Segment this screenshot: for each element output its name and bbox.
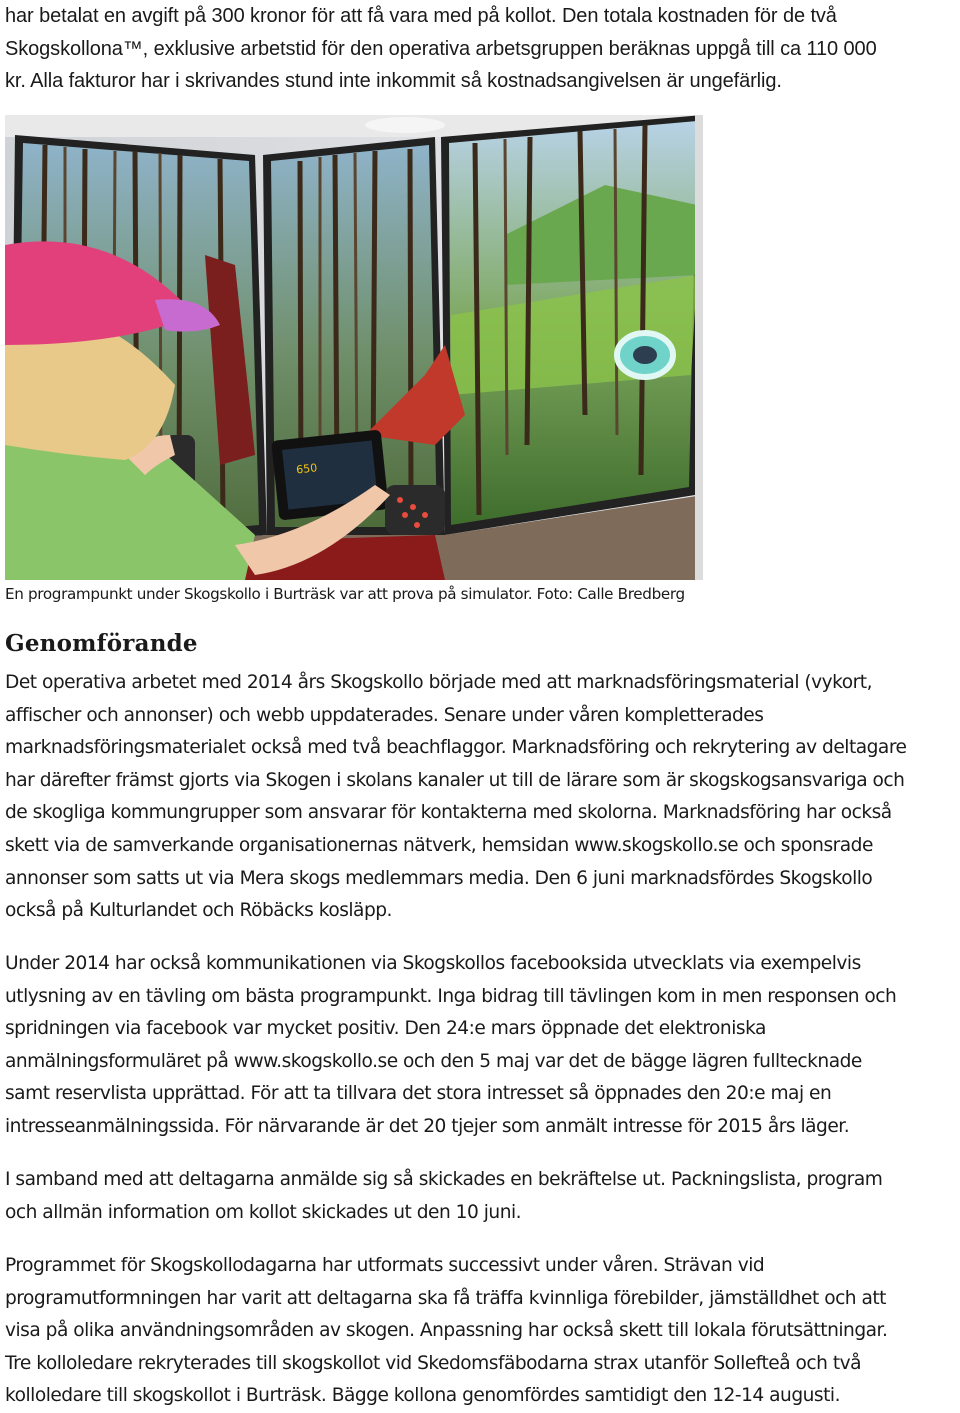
intro-line: kr. Alla fakturor har i skrivandes stund inte inkommit så kostnadsangivelsen är ungefärlig. xyxy=(5,70,782,92)
paragraph-program xyxy=(5,1250,960,1413)
paragraph-line: anmälningsformuläret på www.skogskollo.se och den 5 maj var det de bägge lägren fulltecknade xyxy=(5,1050,862,1072)
intro-paragraph xyxy=(5,0,957,98)
photo-caption: En programpunkt under Skogskollo i Burträsk var att prova på simulator. Foto: Calle Bredberg xyxy=(5,585,685,603)
paragraph-confirmation xyxy=(5,1164,960,1229)
paragraph-line: spridningen via facebook var mycket positiv. Den 24:e mars öppnade det elektroniska xyxy=(5,1018,766,1040)
simulator-screen-value: 650 xyxy=(295,461,318,477)
simulator-photo-illustration xyxy=(5,115,703,580)
paragraph-communication xyxy=(5,948,960,1144)
paragraph-line: Under 2014 har också kommunikationen via Skogskollos facebooksida utvecklats via exempelvis xyxy=(5,953,861,974)
intro-line: har betalat en avgift på 300 kronor för att få vara med på kollot. Den totala kostnaden för de två xyxy=(5,5,837,27)
paragraph-line: har därefter främst gjorts via Skogen i skolans kanaler ut till de lärare som är skogskogsansvariga och xyxy=(5,769,905,791)
paragraph-line: utlysning av en tävling om bästa programpunkt. Inga bidrag till tävlingen kom in men responsen och xyxy=(5,985,897,1007)
paragraph-line: marknadsföringsmaterialet också med två beachflaggor. Marknadsföring och rekrytering av deltagare xyxy=(5,737,907,759)
paragraph-line: affischer och annonser) och webb uppdaterades. Senare under våren kompletterades xyxy=(5,704,764,726)
simulator-photo xyxy=(5,115,703,580)
paragraph-line: Tre kolloledare rekryterades till skogskollot vid Skedomsfäbodarna strax utanför Sollefteå och två xyxy=(5,1352,862,1374)
paragraph-line: skett via de samverkande organisationernas nätverk, hemsidan www.skogskollo.se och sponsrade xyxy=(5,834,873,856)
section-heading: Genomförande xyxy=(5,630,198,657)
paragraph-line: också på Kulturlandet och Röbäcks kosläpp. xyxy=(5,900,392,922)
paragraph-marketing xyxy=(5,667,960,928)
paragraph-line: programutformningen har varit att deltagarna ska få träffa kvinnliga förebilder, jämställdhet och att xyxy=(5,1287,886,1309)
paragraph-line: och allmän information om kollot skickades ut den 10 juni. xyxy=(5,1201,522,1223)
intro-line: Skogskollona™, exklusive arbetstid för den operativa arbetsgruppen beräknas uppgå till ca 110 000 xyxy=(5,37,877,60)
paragraph-line: de skogliga kommungrupper som ansvarar för kontakterna med skolorna. Marknadsföring har också xyxy=(5,802,892,824)
paragraph-line: samt reservlista upprättad. För att ta tillvara det stora intresset så öppnades den 20:e maj en xyxy=(5,1083,832,1105)
paragraph-line: kolloledare till skogskollot i Burträsk. Bägge kollona genomfördes samtidigt den 12-14 augusti. xyxy=(5,1385,840,1407)
paragraph-line: I samband med att deltagarna anmälde sig så skickades en bekräftelse ut. Packningslista, program xyxy=(5,1169,883,1190)
paragraph-line: intresseanmälningssida. För närvarande är det 20 tjejer som anmält intresse för 2015 års läger. xyxy=(5,1115,850,1137)
paragraph-line: Det operativa arbetet med 2014 års Skogskollo började med att marknadsföringsmaterial (vykort, xyxy=(5,672,872,693)
paragraph-line: visa på olika användningsområden av skogen. Anpassning har också skett till lokala förutsättningar. xyxy=(5,1320,888,1342)
paragraph-line: annonser som satts ut via Mera skogs medlemmars media. Den 6 juni marknadsfördes Skogskollo xyxy=(5,867,873,889)
paragraph-line: Programmet för Skogskollodagarna har utformats successivt under våren. Strävan vid xyxy=(5,1255,765,1276)
